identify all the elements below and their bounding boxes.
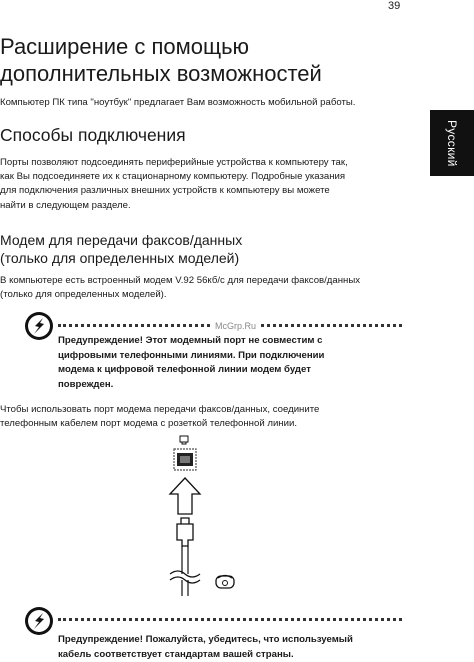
text-line: В компьютере есть встроенный модем V.92 56кб/с для передачи факсов/данных xyxy=(0,274,395,288)
warning-divider xyxy=(58,618,402,621)
text-line: (только для определенных моделей). xyxy=(0,288,395,302)
section-paragraph xyxy=(0,156,395,213)
modem-heading-line-1: Модем для передачи факсов/данных xyxy=(0,231,330,249)
page-number: 39 xyxy=(388,0,418,12)
text-line: кабель соответствует стандартам вашей страны. xyxy=(58,648,418,662)
section-heading: Способы подключения xyxy=(0,124,186,146)
language-tab xyxy=(430,110,474,176)
text-line: для подключения различных внешних устройств к компьютеру вы можете xyxy=(0,184,395,198)
text-line: Порты позволяют подсоединять периферийные устройства к компьютеру так, xyxy=(0,156,395,170)
modem-port-jack xyxy=(174,449,196,470)
phone-port-icon xyxy=(180,436,188,444)
text-line: модема к цифровой телефонной линии модем будет xyxy=(58,363,388,378)
text-line: Чтобы использовать порт модема передачи факсов/данных, соедините xyxy=(0,403,395,417)
telephone-icon xyxy=(216,576,234,589)
text-line: телефонным кабелем порт модема с розеткой телефонной линии. xyxy=(0,417,395,431)
page-title-line-1: Расширение с помощью xyxy=(0,33,400,60)
connect-paragraph xyxy=(0,403,395,431)
lightning-warning-icon xyxy=(24,311,54,346)
watermark: McGrp.Ru xyxy=(213,321,258,331)
language-tab-label: Русский xyxy=(445,120,459,167)
text-line: цифровыми телефонными линиями. При подключении xyxy=(58,349,388,364)
intro-text: Компьютер ПК типа "ноутбук" предлагает Вам возможность мобильной работы. xyxy=(0,96,410,109)
page-title-line-2: дополнительных возможностей xyxy=(0,60,400,87)
modem-heading xyxy=(0,231,330,267)
modem-connection-diagram xyxy=(160,434,240,604)
text-line: Предупреждение! Пожалуйста, убедитесь, что используемый xyxy=(58,633,418,648)
text-line: поврежден. xyxy=(58,378,388,393)
text-line: Предупреждение! Этот модемный порт не совместим с xyxy=(58,334,388,349)
text-line: как Вы подсоединяете их к стационарному компьютеру. Подробные указания xyxy=(0,170,395,184)
warning-text xyxy=(58,334,388,392)
text-line: найти в следующем разделе. xyxy=(0,199,395,213)
modem-heading-line-2: (только для определенных моделей) xyxy=(0,249,330,267)
page-title xyxy=(0,33,400,87)
modem-paragraph xyxy=(0,274,395,302)
lightning-warning-icon xyxy=(24,606,54,641)
